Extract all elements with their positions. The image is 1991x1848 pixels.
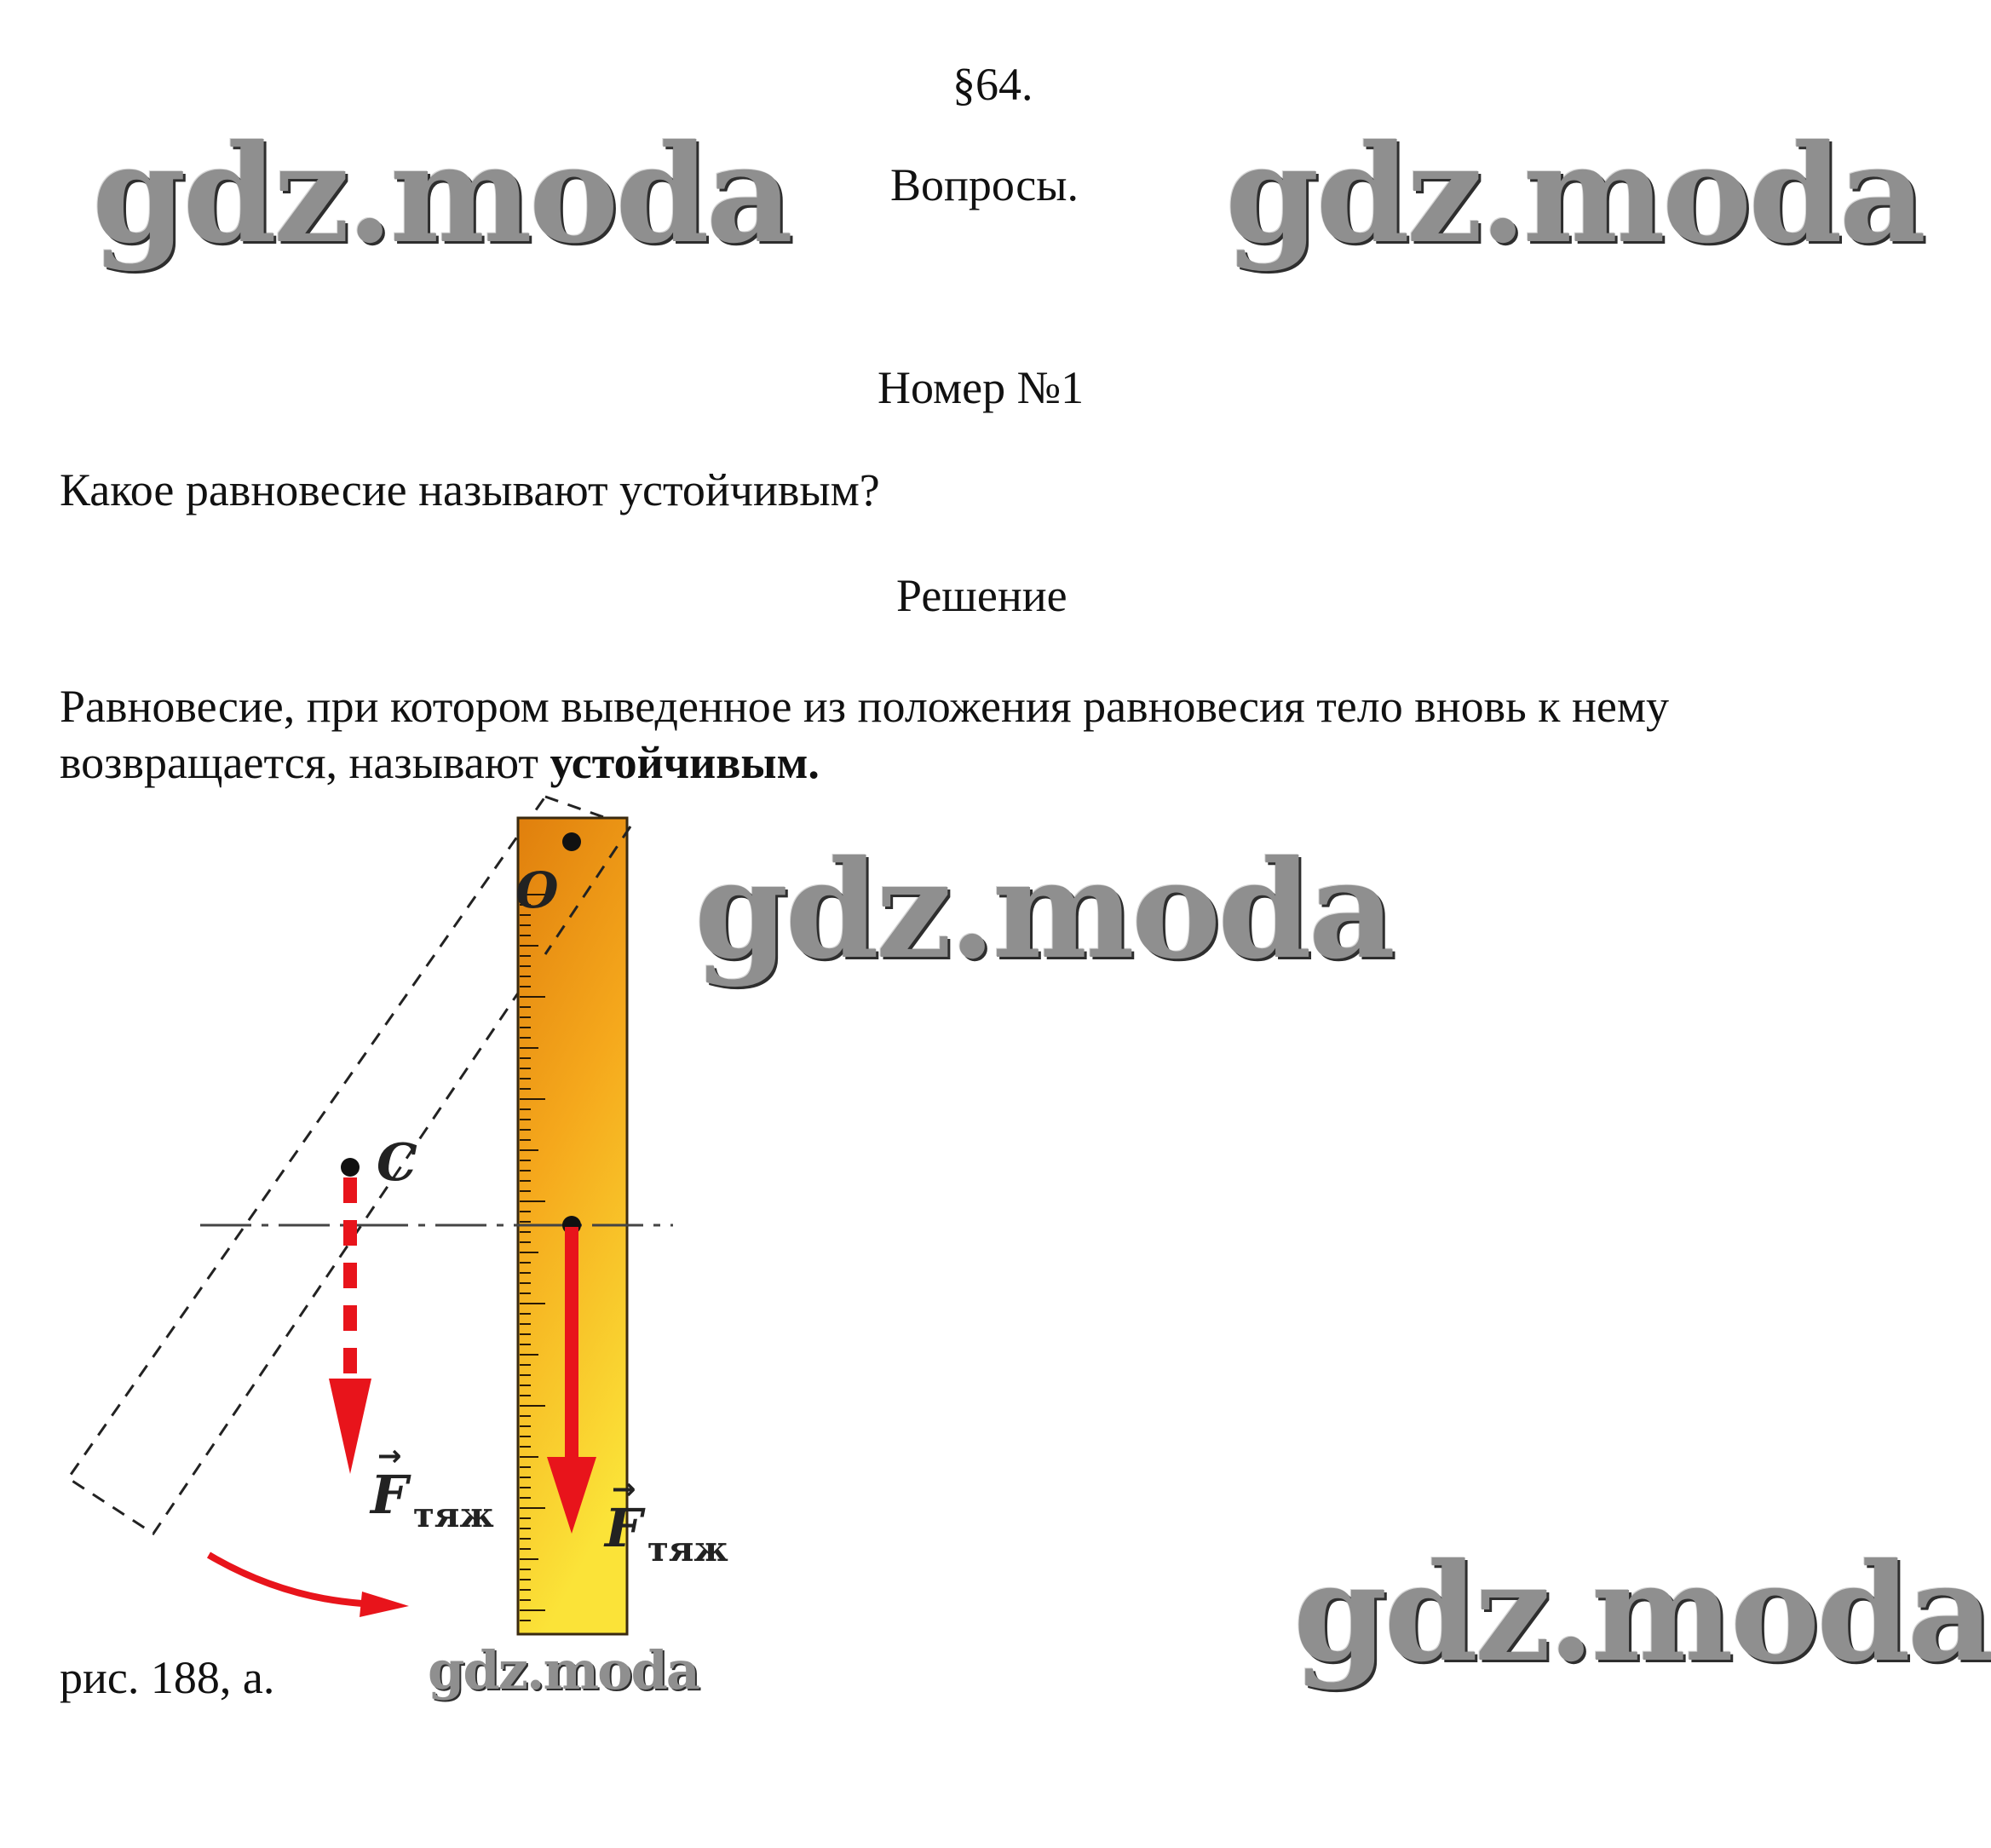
watermark-top-left: gdz.moda — [92, 116, 791, 273]
force-subscript-left: тяж — [413, 1495, 494, 1535]
pivot-point — [562, 832, 581, 851]
solution-heading: Решение — [896, 570, 1067, 621]
dashed-gravity-arrow-head — [329, 1379, 371, 1474]
force-symbol-left: F — [371, 1464, 409, 1526]
force-label-left — [369, 1439, 494, 1535]
center-of-mass-point — [341, 1158, 360, 1177]
force-symbol-right: F — [605, 1497, 643, 1559]
solution-bold-term: устойчивым. — [550, 737, 820, 788]
force-subscript-right: тяж — [647, 1529, 728, 1569]
label-o: O — [515, 861, 559, 919]
watermark-top-right: gdz.moda — [1225, 116, 1924, 273]
section-subtitle: Вопросы. — [890, 159, 1079, 210]
force-vector-mark-right: → — [612, 1472, 636, 1506]
rotation-arc — [209, 1555, 362, 1603]
rotation-arc-head — [360, 1592, 409, 1617]
question-number: Номер №1 — [878, 362, 1085, 413]
solution-text: Равновесие, при котором выведенное из положения равновесия тело вновь к нему возвращается, называют — [60, 681, 1669, 788]
figure-caption: рис. 188, а. — [60, 1652, 275, 1703]
force-label-right — [603, 1472, 728, 1569]
force-vector-mark-left: → — [377, 1439, 402, 1473]
section-number: §64. — [952, 59, 1033, 110]
equilibrium-figure — [51, 792, 784, 1644]
solution-paragraph — [60, 678, 1866, 791]
watermark-figure: gdz.moda — [694, 832, 1393, 989]
question-text: Какое равновесие называют устойчивым? — [60, 464, 880, 515]
watermark-bottom-right: gdz.moda — [1293, 1534, 1991, 1692]
watermark-caption: gdz.moda — [428, 1639, 699, 1701]
label-c: C — [377, 1133, 417, 1193]
